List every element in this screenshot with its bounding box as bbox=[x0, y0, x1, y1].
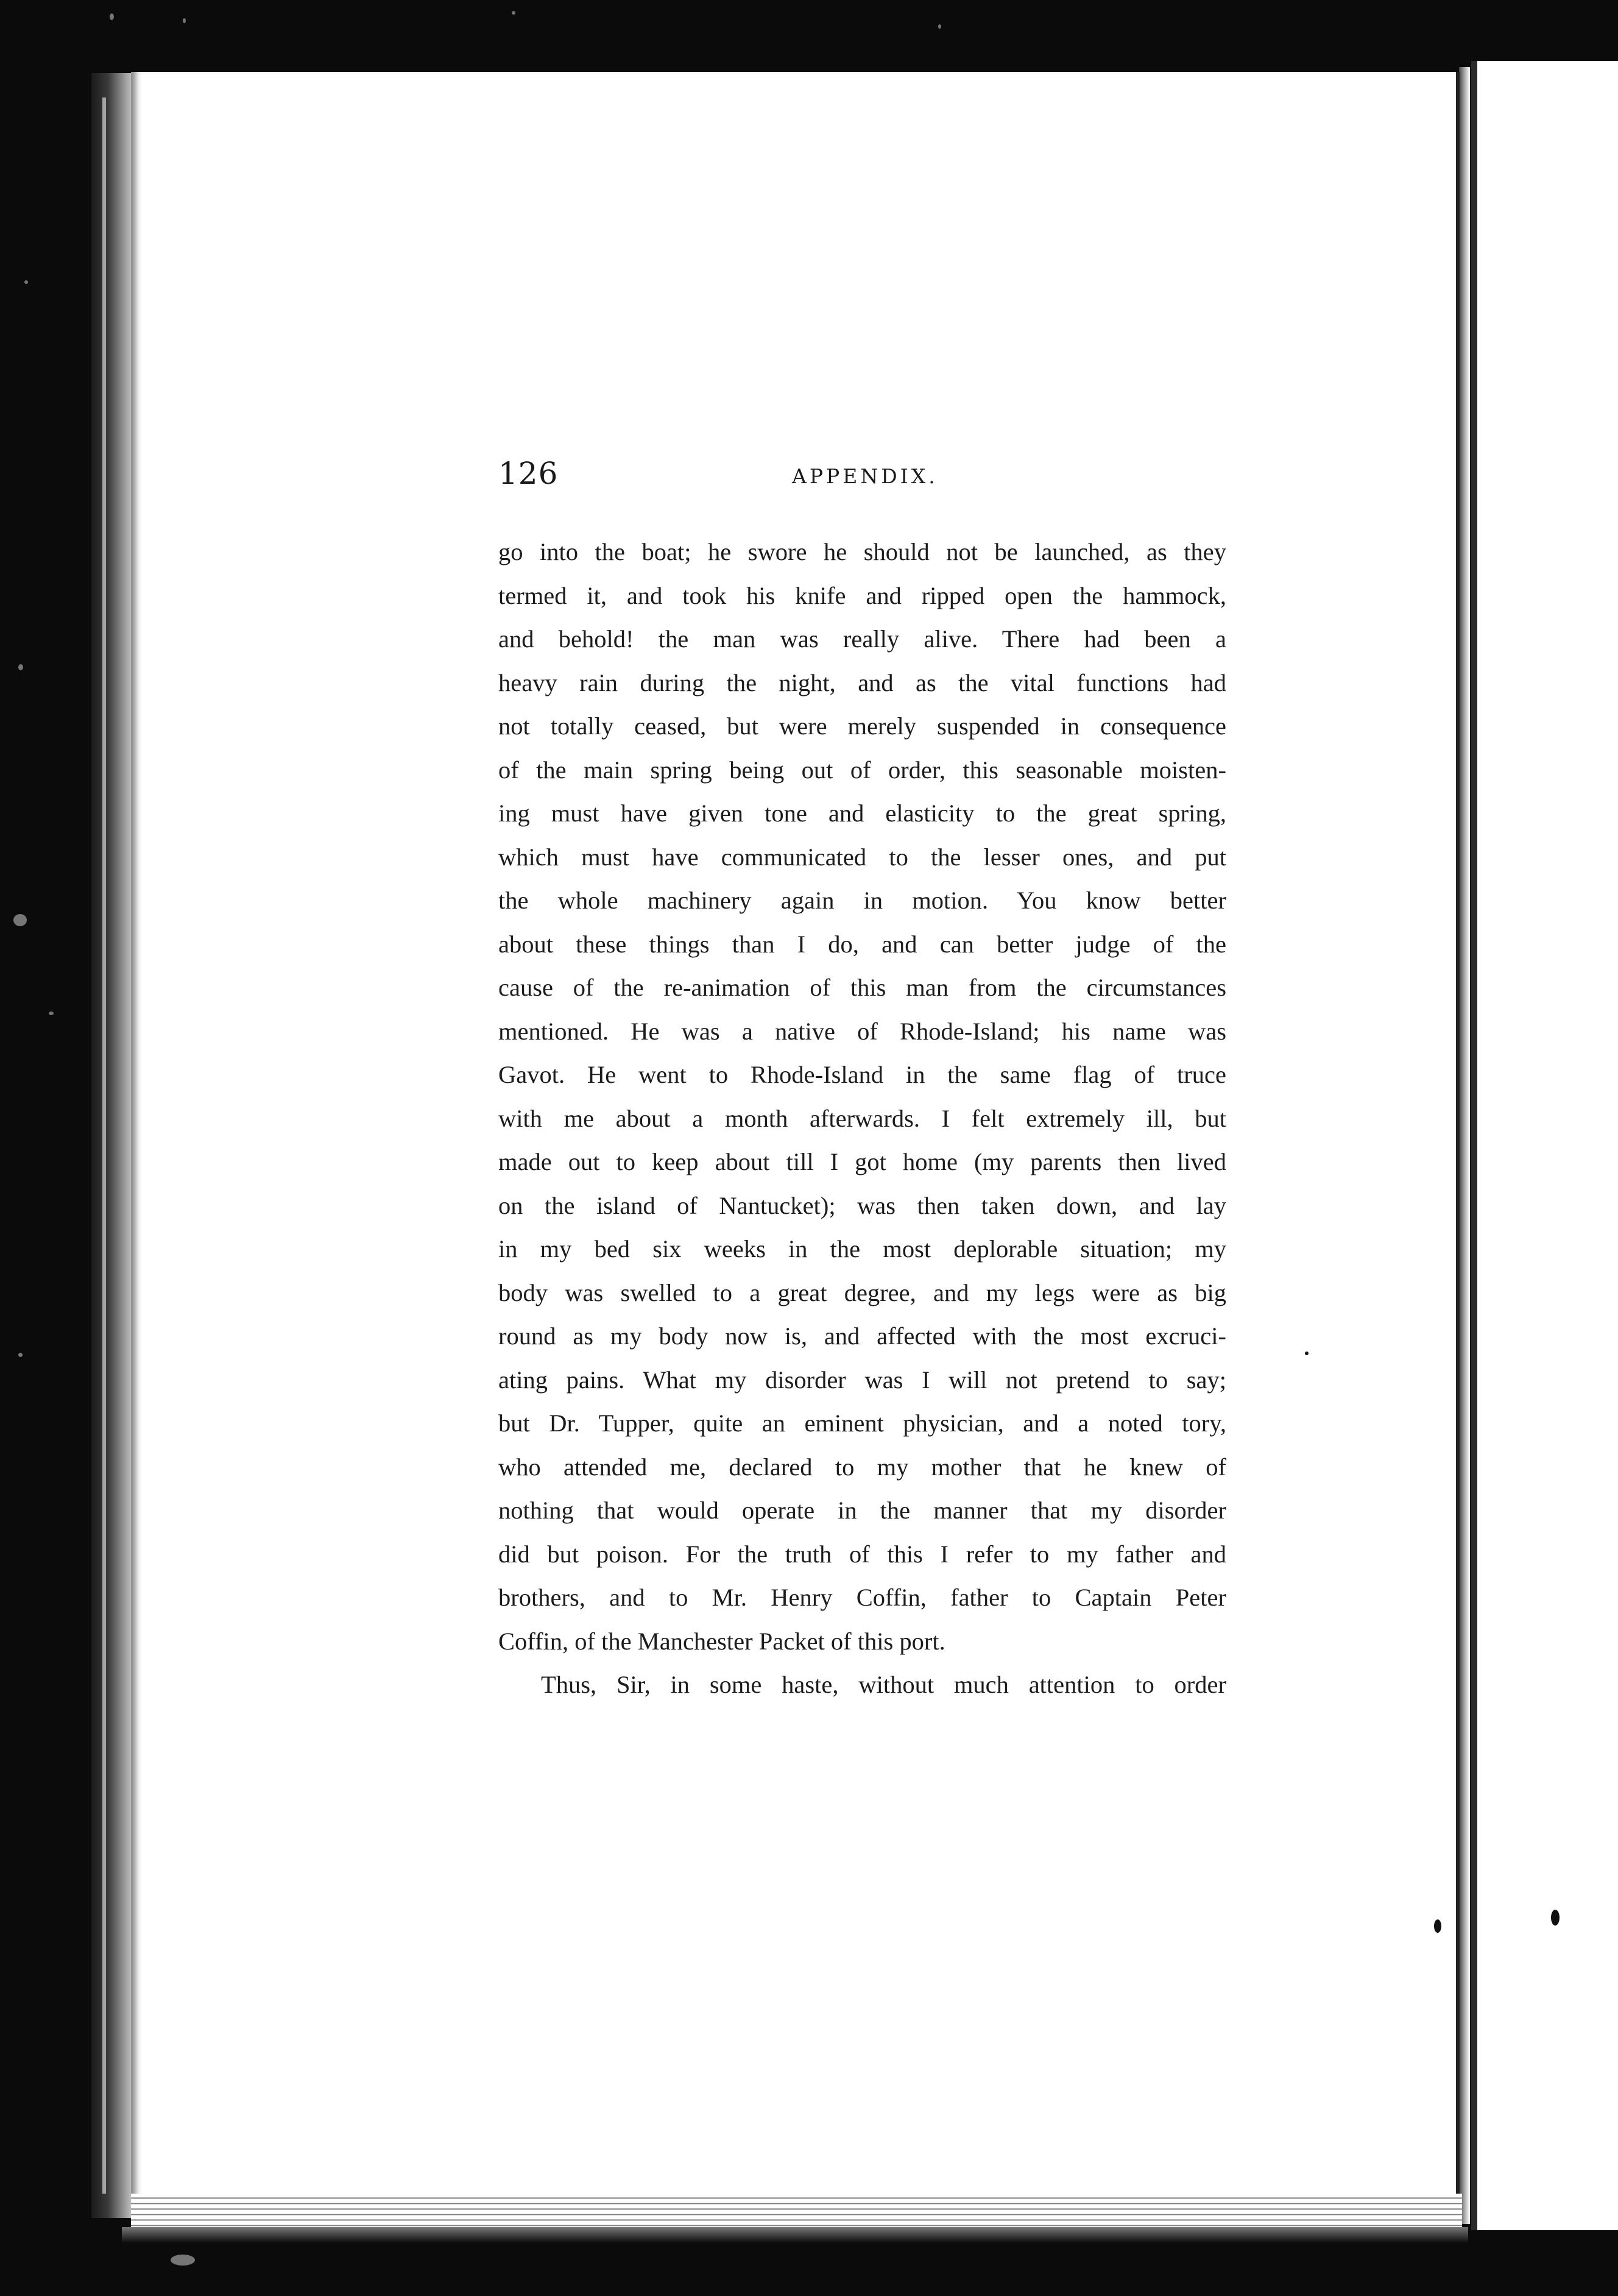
ink-blot bbox=[1551, 1910, 1560, 1926]
text-line: nothing that would operate in the manner that my disorder bbox=[498, 1497, 1226, 1524]
text-line: in my bed six weeks in the most deplorable situation; my bbox=[498, 1235, 1226, 1263]
scan-speck bbox=[110, 13, 114, 20]
text-line: ing must have given tone and elasticity to the great spring, bbox=[498, 799, 1226, 827]
text-line: heavy rain during the night, and as the vital functions had bbox=[498, 668, 1226, 696]
ink-blot bbox=[1305, 1352, 1309, 1355]
text-line: round as my body now is, and affected with the most excruci- bbox=[498, 1322, 1226, 1350]
text-line: about these things than I do, and can better judge of the bbox=[498, 930, 1226, 958]
text-line: cause of the re-animation of this man from the circumstances bbox=[498, 974, 1226, 1001]
body-text bbox=[498, 530, 1226, 1707]
text-line: made out to keep about till I got home (my parents then lived bbox=[498, 1148, 1226, 1175]
text-line: which must have communicated to the lesser ones, and put bbox=[498, 843, 1226, 871]
text-line: Coffin, of the Manchester Packet of this port. bbox=[498, 1627, 945, 1655]
scan-speck bbox=[13, 914, 27, 926]
text-line: brothers, and to Mr. Henry Coffin, father to Captain Peter bbox=[498, 1584, 1226, 1611]
text-line: of the main spring being out of order, this seasonable moisten- bbox=[498, 756, 1226, 784]
scan-speck bbox=[18, 1353, 23, 1357]
facing-page bbox=[1471, 61, 1618, 2230]
text-line: mentioned. He was a native of Rhode-Island; his name was bbox=[498, 1017, 1226, 1045]
text-line: Gavot. He went to Rhode-Island in the same flag of truce bbox=[498, 1061, 1226, 1088]
scan-speck bbox=[171, 2255, 195, 2266]
scan-speck bbox=[512, 11, 515, 15]
spine-edge bbox=[102, 97, 106, 2194]
text-line: ating pains. What my disorder was I will not pretend to say; bbox=[498, 1366, 1226, 1394]
scan-speck bbox=[183, 18, 186, 23]
paragraph-opening-line: Thus, Sir, in some haste, without much attention to order bbox=[541, 1671, 1226, 1698]
text-line: the whole machinery again in motion. You know better bbox=[498, 887, 1226, 914]
scan-speck bbox=[18, 664, 23, 670]
ink-blot bbox=[1434, 1919, 1441, 1933]
text-line: with me about a month afterwards. I felt extremely ill, but bbox=[498, 1104, 1226, 1132]
text-line: termed it, and took his knife and ripped open the hammock, bbox=[498, 581, 1226, 609]
text-line: body was swelled to a great degree, and my legs were as big bbox=[498, 1278, 1226, 1306]
text-line: not totally ceased, but were merely suspended in consequence bbox=[498, 712, 1226, 740]
scan-speck bbox=[24, 280, 28, 284]
gutter-shadow bbox=[1459, 67, 1470, 2224]
page-number: 126 bbox=[498, 456, 559, 491]
page-stack-shadow bbox=[122, 2227, 1468, 2243]
text-line: on the island of Nantucket); was then taken down, and lay bbox=[498, 1191, 1226, 1219]
text-line: did but poison. For the truth of this I refer to my father and bbox=[498, 1540, 1226, 1568]
scan-speck bbox=[938, 24, 941, 29]
text-line: go into the boat; he swore he should not be launched, as they bbox=[498, 538, 1226, 565]
section-title: APPENDIX. bbox=[792, 464, 938, 488]
running-head bbox=[498, 456, 1229, 498]
scan-speck bbox=[49, 1012, 54, 1015]
text-line: who attended me, declared to my mother that he knew of bbox=[498, 1453, 1226, 1481]
text-line: and behold! the man was really alive. There had been a bbox=[498, 625, 1226, 653]
text-line: but Dr. Tupper, quite an eminent physician, and a noted tory, bbox=[498, 1409, 1226, 1437]
